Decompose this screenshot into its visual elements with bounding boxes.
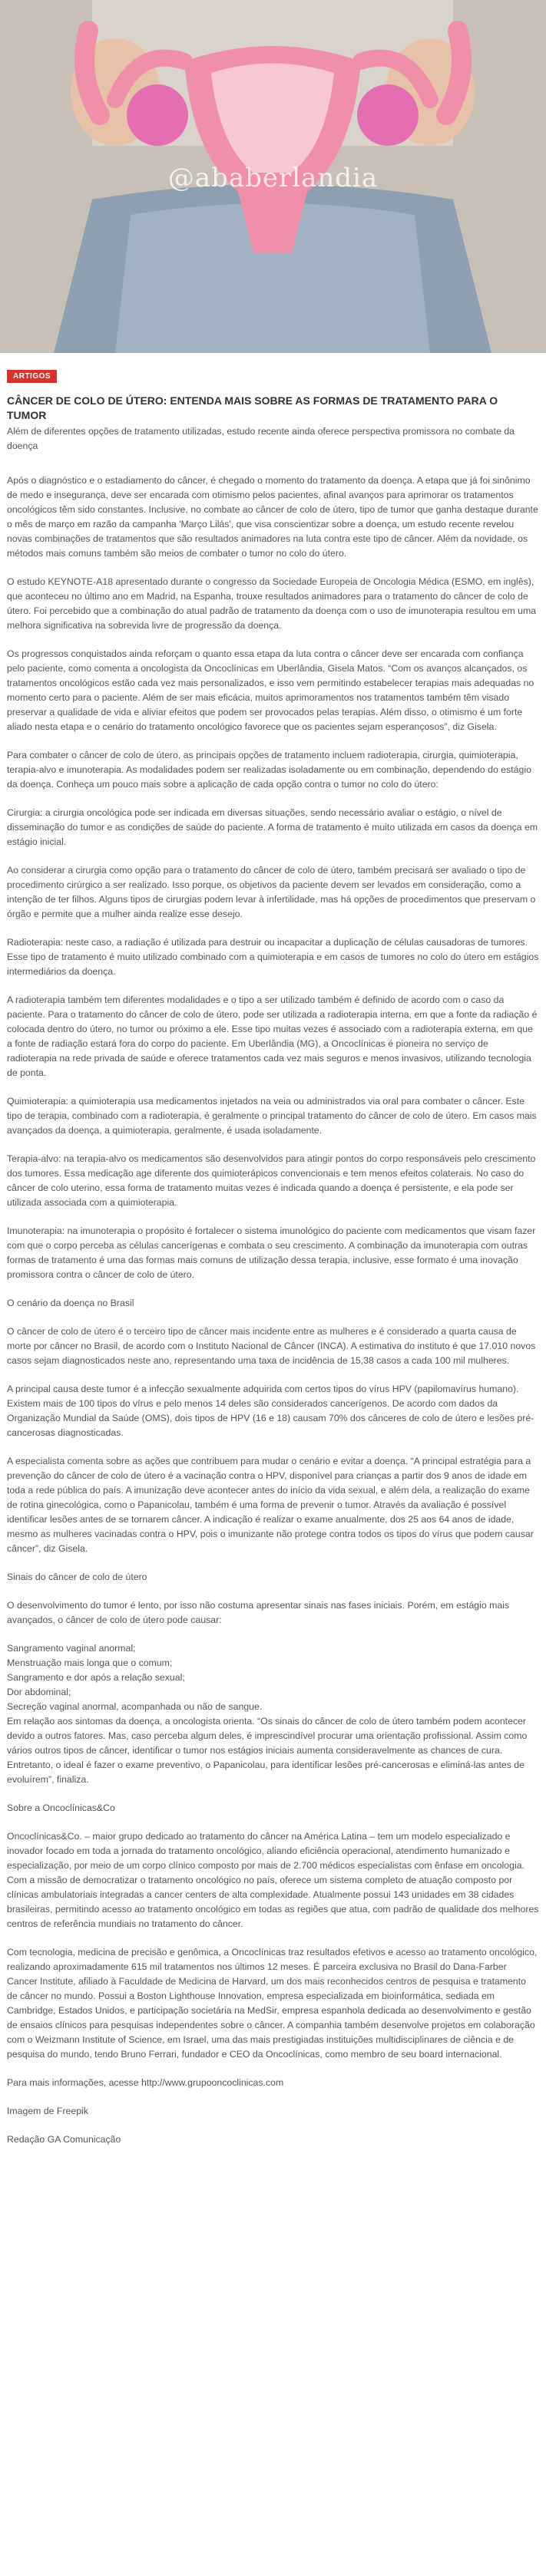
paragraph: Radioterapia: neste caso, a radiação é utilizada para destruir ou incapacitar a duplicação de células causadoras de tumores. Esse tipo de tratamento é muito utilizado combinado com a quimioterapia e em casos de tumores no colo do útero em estágios intermediários da doença. <box>7 937 539 977</box>
category-tag[interactable]: ARTIGOS <box>7 370 57 383</box>
paragraph: A principal causa deste tumor é a infecção sexualmente adquirida com certos tipos do vírus HPV (papilomavírus humano). Existem mais de 100 tipos do vírus e pelo menos 14 deles são considerados cancerígenos. De acordo com dados da Organização Mundial da Saúde (OMS), dois tipos de HPV (16 e 18) causam 70% dos cânceres de colo de útero e lesões pré-cancerosas diagnosticadas. <box>7 1384 534 1438</box>
paragraph: Após o diagnóstico e o estadiamento do câncer, é chegado o momento do tratamento da doença. A etapa que já foi sinônimo de medo e insegurança, deve ser encarada com otimismo pelos pacientes, afinal avanços para aprimorar os tratamentos oncológicos têm sido constantes. Inclusive, no combate ao câncer de colo de útero, tipo de tumor que ganha destaque durante o mês de março em razão da campanha 'Março Lilás', que visa conscientizar sobre a doença, um estudo recente revelou novas combinações de tratamentos que são resultados animadores na luta contra este tipo de câncer. Além da novidade, os métodos mais comuns também são meios de combater o tumor no colo do útero. <box>7 475 538 559</box>
paragraph: A especialista comenta sobre as ações que contribuem para mudar o cenário e evitar a doença. “A principal estratégia para a prevenção do câncer de colo de útero é a vacinação contra o HPV, disponível para crianças a partir dos 9 anos de idade em toda a rede pública do país. A imunização deve acontecer antes do início da vida sexual, e além dela, a realização do exame de rotina ginecológica, como o Papanicolau, também é uma forma de prevenir o tumor. Através da avaliação é possível identificar lesões antes de se tornarem câncer. A indicação é realizar o exame anualmente, dos 25 aos 64 anos de idade, mesmo as mulheres vacinadas contra o HPV, pois o imunizante não protege contra todos os tipos do vírus que podem causar câncer”, diz Gisela. <box>7 1456 534 1554</box>
list-item: Sangramento vaginal anormal; <box>7 1643 136 1654</box>
paragraph: Oncoclínicas&Co. – maior grupo dedicado ao tratamento do câncer na América Latina – tem um modelo especializado e inovador focado em toda a jornada do tratamento oncológico, aliando eficiência operacional, atendimento humanizado e especialização, por meio de um corpo clínico composto por mais de 2.700 médicos especialistas com ênfase em oncologia. Com a missão de democratizar o tratamento oncológico no país, oferece um sistema completo de atuação composto por clínicas ambulatoriais integradas a cancer centers de alta complexidade. Atualmente possui 143 unidades em 38 cidades brasileiras, permitindo acesso ao tratamento oncológico em todas as regiões que atua, com padrão de qualidade dos melhores centros de referência mundiais no tratamento do câncer. <box>7 1831 539 1929</box>
article-title: CÂNCER DE COLO DE ÚTERO: ENTENDA MAIS SOBRE AS FORMAS DE TRATAMENTO PARA O TUMOR <box>7 394 498 421</box>
paragraph: Os progressos conquistados ainda reforçam o quanto essa etapa da luta contra o câncer deve ser encarada com confiança pelo paciente, como comenta a oncologista da Oncoclínicas em Uberlândia, Gisela Matos. “Com os avanços alcançados, os tratamentos oncológicos estão cada vez mais personalizados, e isso vem permitindo estabelecer terapias mais adequadas no momento certo para o paciente. Além de ser mais eficácia, muitos aprimoramentos nos tratamentos também têm visado preservar a qualidade de vida e aliviar efeitos que podem ser provocados pelas terapias. Além disso, o otimismo é um forte aliado nesta etapa e o cenário do tratamento oncológico favorece que os pacientes sejam esperançosos”, diz Gisela. <box>7 648 534 732</box>
image-credit: Imagem de Freepik <box>7 2106 88 2116</box>
list-item: Menstruação mais longa que o comum; <box>7 1657 173 1668</box>
section-heading: Sinais do câncer de colo de útero <box>7 1572 147 1582</box>
article-body <box>7 473 539 2147</box>
list-item: Dor abdominal; <box>7 1687 71 1697</box>
paragraph: Ao considerar a cirurgia como opção para o tratamento do câncer de colo de útero, também precisará ser avaliado o tipo de procedimento cirúrgico a ser realizado. Isso porque, os objetivos da paciente devem ser levados em consideração, como a intenção de ter filhos. Alguns tipos de cirurgias podem levar à infertilidade, mas há opções de procedimentos que preservam o órgão e permite que a mulher ainda realize esse desejo. <box>7 865 536 919</box>
paragraph: O estudo KEYNOTE-A18 apresentado durante o congresso da Sociedade Europeia de Oncologia Médica (ESMO, em inglês), que aconteceu no último ano em Madrid, na Espanha, trouxe resultados animadores para o tratamento do câncer de colo de útero. Foi percebido que a combinação do atual padrão de tratamento da doença com o uso de imunoterapia resultou em uma melhora significativa na sobrevida livre de progressão da doença. <box>7 576 537 631</box>
article <box>0 353 546 2147</box>
paragraph: O desenvolvimento do tumor é lento, por isso não costuma apresentar sinais nas fases iniciais. Porém, em estágio mais avançados, o câncer de colo de útero pode causar: <box>7 1600 510 1625</box>
list-item: Secreção vaginal anormal, acompanhada ou não de sangue. <box>7 1701 263 1712</box>
author-credit: Redação GA Comunicação <box>7 2134 121 2145</box>
paragraph: Terapia-alvo: na terapia-alvo os medicamentos são desenvolvidos para atingir pontos do corpo responsáveis pelo crescimento dos tumores. Essa medicação age diferente dos quimioterápicos convencionais e tem menos efeitos colaterais. No caso do câncer de colo uterino, essa forma de tratamento muitas vezes é indicada quando a doença é persistente, e ela pode ser utilizada associada com a quimioterapia. <box>7 1153 536 1208</box>
paragraph: Em relação aos sintomas da doença, a oncologista orienta. “Os sinais do câncer de colo de útero também podem acontecer devido a outros fatores. Mas, caso perceba algum deles, é imprescindível procurar uma orientação profissional. Assim como vários outros tipos de câncer, identificar o tumor nos estágios iniciais aumenta consideravelmente as chances de cura. Entretanto, o ideal é fazer o exame preventivo, o Papanicolau, para identificar lesões pré-cancerosas e eliminá-las antes de evoluírem”, finaliza. <box>7 1716 528 1785</box>
paragraph: Imunoterapia: na imunoterapia o propósito é fortalecer o sistema imunológico do paciente com medicamentos que visam fazer com que o corpo perceba as células cancerígenas e combata o seu crescimento. A combinação da imunoterapia com outras formas de tratamento é uma das formas mais comuns de utilização dessa terapia, inclusive, esse formato é uma inovação promissora contra o câncer de colo de útero. <box>7 1225 536 1280</box>
paragraph: Com tecnologia, medicina de precisão e genômica, a Oncoclínicas traz resultados efetivos e acesso ao tratamento oncológico, realizando aproximadamente 615 mil tratamentos nos últimos 12 meses. É parceira exclusiva no Brasil do Dana-Farber Cancer Institute, afiliado à Faculdade de Medicina de Harvard, um dos mais reconhecidos centros de pesquisa e tratamento de câncer no mundo. Possui a Boston Lighthouse Innovation, empresa especializada em bioinformática, sediada em Cambridge, Estados Unidos, e participação societária na MedSir, empresa espanhola dedicada ao desenvolvimento e gestão de ensaios clínicos para pesquisas independentes sobre o câncer. A companhia também desenvolve projetos em colaboração com o Weizmann Institute of Science, em Israel, uma das mais prestigiadas instituições multidisciplinares de ciência e de pesquisa do mundo, tendo Bruno Ferrari, fundador e CEO da Oncoclínicas, como membro de seu board internacional. <box>7 1947 538 2060</box>
more-info-link[interactable]: Para mais informações, acesse http://www.grupooncoclinicas.com <box>7 2077 284 2088</box>
paragraph: O câncer de colo de útero é o terceiro tipo de câncer mais incidente entre as mulheres e é considerado a quarta causa de morte por câncer no Brasil, de acordo com o Instituto Nacional de Câncer (INCA). A estimativa do instituto é que 17.010 novos casos sejam diagnosticados neste ano, representando uma taxa de incidência de 15,38 casos a cada 100 mil mulheres. <box>7 1326 536 1366</box>
paragraph: A radioterapia também tem diferentes modalidades e o tipo a ser utilizado também é definido de acordo com o caso da paciente. Para o tratamento do câncer de colo de útero, pode ser utilizada a radioterapia interna, em que a fonte da radiação é colocada dentro do útero, no tumor ou próximo a ele. Esse tipo muitas vezes é associado com a radioterapia externa, em que a fonte de radiação estará fora do corpo do paciente. Em Uberlândia (MG), a Oncoclínicas é pioneira no serviço de radioterapia na rede privada de saúde e oferece tratamentos cada vez mais seguros e menos invasivos, utilizando tecnologia de ponta. <box>7 994 538 1078</box>
section-heading: Sobre a Oncoclínicas&Co <box>7 1803 115 1813</box>
paragraph: Para combater o câncer de colo de útero, as principais opções de tratamento incluem radioterapia, cirurgia, quimioterapia, terapia-alvo e imunoterapia. As modalidades podem ser realizadas isoladamente ou em combinação, dependendo do estágio da doença. Conheça um pouco mais sobre a aplicação de cada opção contra o tumor no colo do útero: <box>7 750 531 790</box>
list-item: Sangramento e dor após a relação sexual; <box>7 1672 185 1683</box>
image-watermark: @ababerlandia <box>167 163 379 193</box>
paragraph: Cirurgia: a cirurgia oncológica pode ser indicada em diversas situações, sendo necessário avaliar o estágio, o nível de disseminação do tumor e as condições de saúde do paciente. A forma de tratamento é muito utilizada em casos da doença em estágio inicial. <box>7 807 538 847</box>
paragraph: Quimioterapia: a quimioterapia usa medicamentos injetados na veia ou administrados via oral para combater o câncer. Este tipo de terapia, combinado com a radioterapia, é geralmente o principal tratamento do câncer de colo de útero. Em casos mais avançados da doença, a quimioterapia, geralmente, é usada isoladamente. <box>7 1096 537 1136</box>
hero-image <box>0 0 546 353</box>
article-lead: Além de diferentes opções de tratamento utilizadas, estudo recente ainda oferece perspectiva promissora no combate da doença <box>7 426 515 451</box>
section-heading: O cenário da doença no Brasil <box>7 1298 134 1308</box>
symptom-list <box>7 1641 539 1714</box>
